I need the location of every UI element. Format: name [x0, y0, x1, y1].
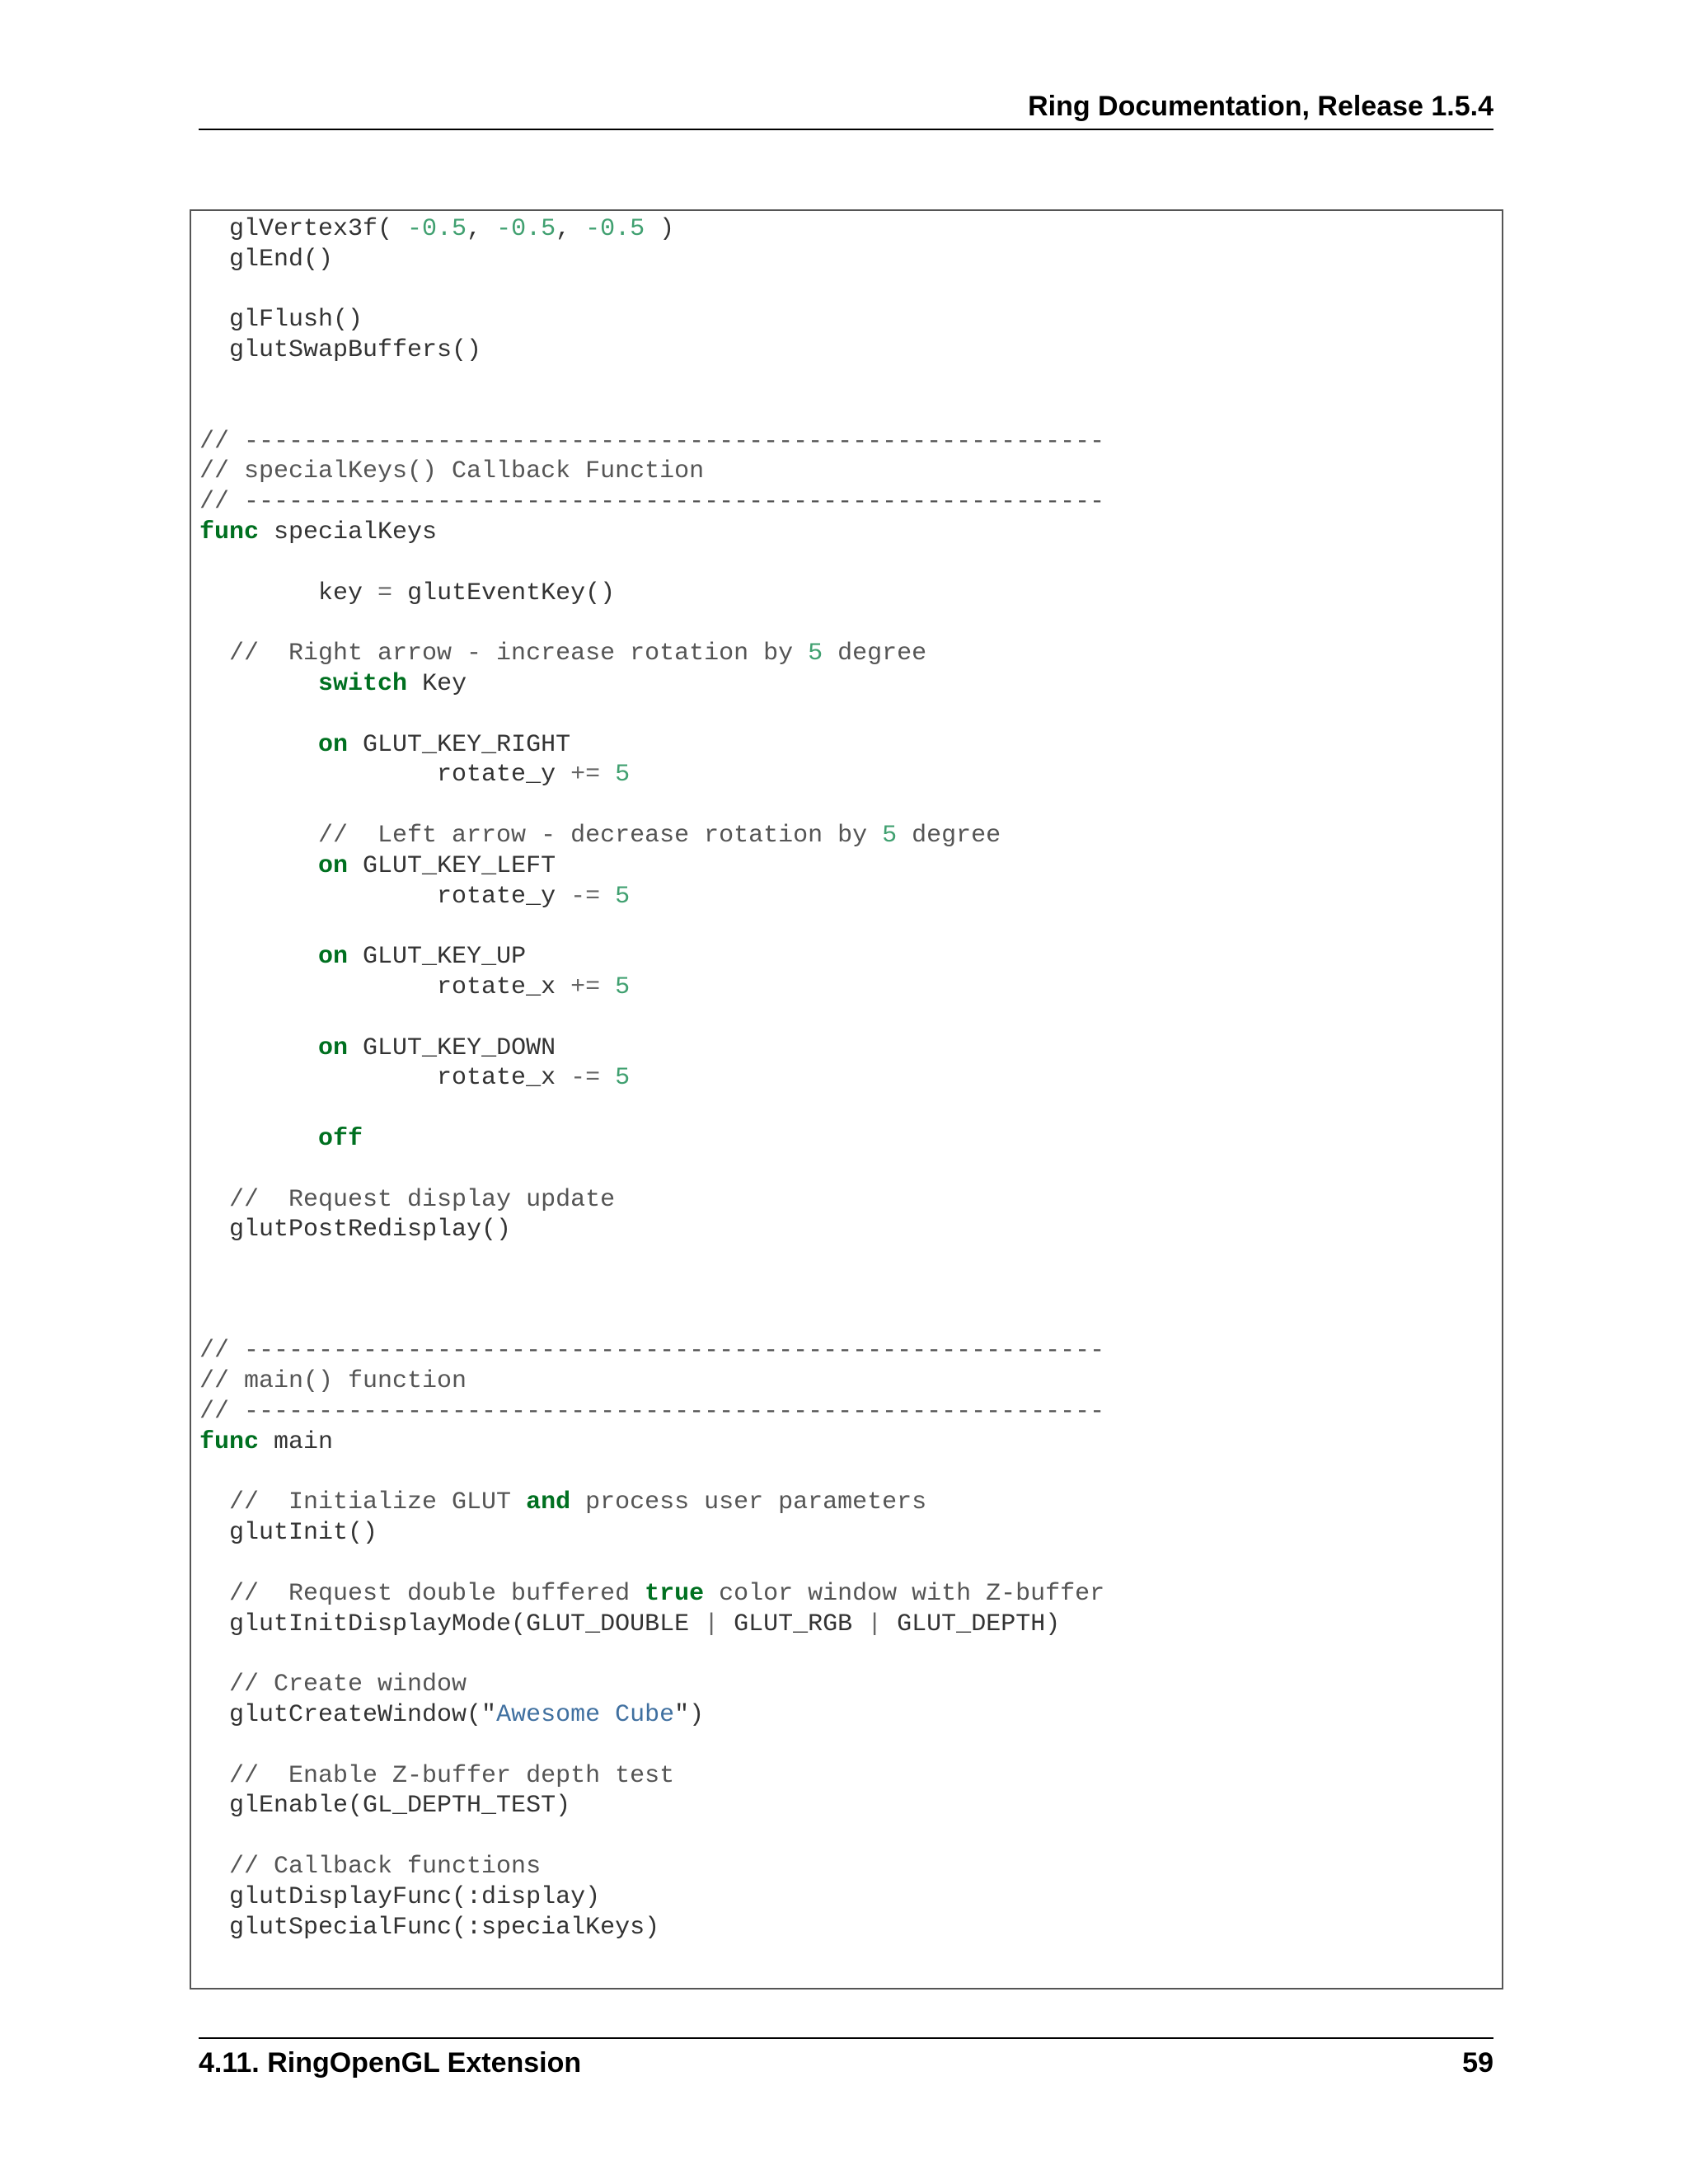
code-line — [199, 972, 1104, 1003]
code-token: rotate_y — [199, 882, 571, 911]
code-token: // main() function — [199, 1367, 467, 1396]
code-line — [199, 1215, 1104, 1245]
code-token: switch — [318, 669, 408, 698]
code-token: // Request display update — [199, 1185, 616, 1214]
code-line — [199, 821, 1104, 851]
code-listing — [199, 214, 1104, 1943]
code-token: rotate_y — [199, 761, 571, 790]
code-token: // ---------------------------------------------------------- — [199, 1337, 1105, 1366]
code-token: Key — [407, 669, 467, 698]
code-line — [199, 851, 1104, 882]
code-token: func — [199, 1427, 260, 1456]
code-token: degree — [897, 821, 1001, 850]
code-token: = — [377, 579, 393, 607]
code-token: -0.5 — [407, 215, 467, 243]
code-token: GLUT_RGB — [719, 1610, 868, 1638]
code-line — [199, 245, 1104, 275]
code-line — [199, 1761, 1104, 1792]
code-token: true — [645, 1579, 705, 1608]
code-token: glEnd() — [199, 245, 334, 274]
code-token: | — [704, 1610, 720, 1638]
code-line — [199, 730, 1104, 761]
code-line — [199, 1639, 1104, 1670]
code-token — [199, 731, 318, 759]
code-token: on — [318, 730, 349, 759]
code-token: GLUT_KEY_LEFT — [348, 851, 556, 880]
code-token: glutInitDisplayMode(GLUT_DOUBLE — [199, 1610, 705, 1638]
code-token: on — [318, 851, 349, 880]
code-line — [199, 1913, 1104, 1943]
code-token: rotate_x — [199, 972, 571, 1001]
code-token: += — [570, 972, 601, 1001]
code-token: glutSwapBuffers() — [199, 336, 482, 365]
code-token — [199, 670, 318, 698]
code-line — [199, 214, 1104, 245]
code-token — [600, 883, 615, 911]
code-token: rotate_x — [199, 1064, 571, 1093]
code-token — [600, 761, 615, 789]
code-line — [199, 1731, 1104, 1761]
code-token: 5 — [808, 640, 823, 668]
code-token: 5 — [615, 1064, 631, 1093]
code-token: key — [199, 579, 378, 607]
code-token: // Left arrow - decrease rotation by — [199, 821, 883, 850]
code-line — [199, 912, 1104, 942]
code-line — [199, 1427, 1104, 1458]
code-line — [199, 366, 1104, 396]
code-token: glutDisplayFunc(:display) — [199, 1882, 601, 1911]
code-line — [199, 275, 1104, 306]
code-line — [199, 1458, 1104, 1488]
code-token: , — [556, 215, 586, 243]
code-line — [199, 760, 1104, 790]
code-token: // specialKeys() Callback Function — [199, 457, 705, 486]
code-line — [199, 1882, 1104, 1913]
code-token: specialKeys — [259, 518, 438, 546]
code-token: // Initialize GLUT — [199, 1488, 527, 1517]
code-line — [199, 1124, 1104, 1155]
code-line — [199, 942, 1104, 972]
page-number: 59 — [1462, 2047, 1493, 2079]
code-token: color window with Z-buffer — [704, 1579, 1105, 1608]
code-line — [199, 790, 1104, 821]
code-line — [199, 1821, 1104, 1852]
code-token: 5 — [615, 882, 631, 911]
code-token: // ---------------------------------------------------------- — [199, 427, 1105, 456]
code-token: glutEventKey() — [392, 579, 616, 607]
code-token: glutSpecialFunc(:specialKeys) — [199, 1913, 660, 1942]
code-token: // ---------------------------------------------------------- — [199, 1398, 1105, 1427]
page-header — [199, 89, 1493, 130]
code-token: off — [318, 1124, 363, 1153]
code-line — [199, 1306, 1104, 1337]
code-token: -= — [570, 1064, 601, 1093]
document-title: Ring Documentation, Release 1.5.4 — [1028, 91, 1493, 122]
code-line — [199, 579, 1104, 609]
code-line — [199, 1700, 1104, 1731]
code-token: glutPostRedisplay() — [199, 1216, 512, 1244]
code-token: 5 — [615, 972, 631, 1001]
code-token: // ---------------------------------------------------------- — [199, 488, 1105, 517]
code-line — [199, 305, 1104, 335]
code-line — [199, 427, 1104, 457]
code-line — [199, 1791, 1104, 1821]
code-line — [199, 1155, 1104, 1185]
code-token: on — [318, 943, 349, 972]
code-token — [199, 1034, 318, 1062]
code-token: // Enable Z-buffer depth test — [199, 1761, 675, 1790]
code-line — [199, 1852, 1104, 1882]
code-token: main — [259, 1427, 334, 1456]
code-line — [199, 1185, 1104, 1216]
code-line — [199, 1336, 1104, 1366]
code-token: 5 — [615, 761, 631, 790]
code-line — [199, 1610, 1104, 1640]
code-line — [199, 700, 1104, 730]
code-token: glutCreateWindow(" — [199, 1701, 497, 1730]
code-token — [199, 943, 318, 971]
code-token: // Callback functions — [199, 1853, 542, 1882]
code-line — [199, 639, 1104, 669]
code-token — [600, 973, 615, 1001]
code-line — [199, 1033, 1104, 1064]
code-token: glFlush() — [199, 306, 363, 335]
code-token: -= — [570, 882, 601, 911]
code-token: -0.5 — [585, 215, 645, 243]
section-title: 4.11. RingOpenGL Extension — [199, 2047, 582, 2079]
code-token: and — [526, 1488, 571, 1517]
code-line — [199, 1003, 1104, 1033]
code-block — [190, 209, 1503, 1990]
code-line — [199, 457, 1104, 487]
code-line — [199, 1094, 1104, 1124]
code-token: glutInit() — [199, 1519, 378, 1548]
code-line — [199, 882, 1104, 912]
code-line — [199, 608, 1104, 639]
code-token: ) — [645, 215, 675, 243]
page-footer — [199, 2037, 1493, 2079]
code-token: -0.5 — [496, 215, 556, 243]
code-token: | — [867, 1610, 883, 1638]
code-token: GLUT_KEY_DOWN — [348, 1033, 556, 1062]
code-token: // Right arrow - increase rotation by — [199, 640, 809, 668]
code-token: ") — [674, 1701, 705, 1730]
code-token: // Request double buffered — [199, 1579, 645, 1608]
code-token: GLUT_KEY_UP — [348, 943, 527, 972]
code-token: func — [199, 518, 260, 546]
code-token: glEnable(GL_DEPTH_TEST) — [199, 1792, 571, 1821]
code-token: // Create window — [199, 1671, 467, 1699]
code-token: 5 — [882, 821, 898, 850]
code-token: Awesome Cube — [496, 1701, 675, 1730]
code-line — [199, 518, 1104, 548]
code-line — [199, 335, 1104, 366]
code-token: on — [318, 1033, 349, 1062]
code-line — [199, 396, 1104, 427]
code-token: += — [570, 761, 601, 790]
code-token: degree — [823, 640, 927, 668]
code-line — [199, 1579, 1104, 1610]
code-token: process user parameters — [570, 1488, 927, 1517]
code-line — [199, 548, 1104, 579]
code-line — [199, 1670, 1104, 1700]
code-line — [199, 1245, 1104, 1276]
code-token: , — [467, 215, 497, 243]
code-token — [199, 852, 318, 880]
code-token: GLUT_DEPTH) — [882, 1610, 1061, 1638]
code-line — [199, 487, 1104, 518]
code-token: GLUT_KEY_RIGHT — [348, 730, 571, 759]
code-line — [199, 669, 1104, 700]
code-line — [199, 1276, 1104, 1306]
code-line — [199, 1366, 1104, 1397]
code-line — [199, 1488, 1104, 1518]
code-token — [199, 1125, 318, 1153]
code-line — [199, 1518, 1104, 1549]
code-token: glVertex3f( — [199, 215, 408, 243]
code-line — [199, 1549, 1104, 1579]
code-token — [600, 1064, 615, 1092]
code-line — [199, 1063, 1104, 1094]
code-line — [199, 1397, 1104, 1427]
